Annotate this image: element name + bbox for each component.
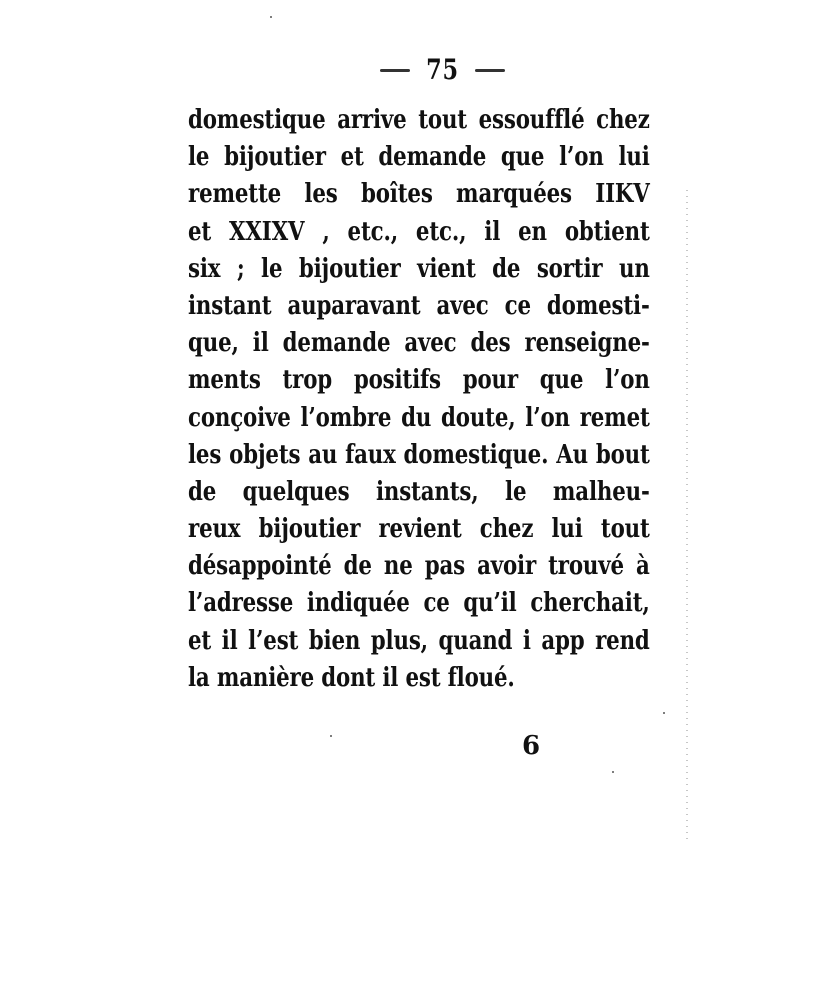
text-line: ments trop positifs pour que l’on bbox=[188, 365, 650, 396]
margin-dots bbox=[686, 190, 688, 840]
text-line: le bijoutier et demande que l’on lui bbox=[188, 142, 650, 173]
text-line: domestique arrive tout essoufflé chez bbox=[188, 105, 650, 135]
ink-speck bbox=[663, 712, 665, 714]
text-line: de quelques instants, le malheu- bbox=[188, 476, 650, 507]
text-line-last: la manière dont il est floué. bbox=[188, 662, 515, 693]
page-header bbox=[370, 52, 515, 88]
text-line: instant auparavant avec ce domesti- bbox=[188, 290, 650, 321]
text-line: remette les boîtes marquées IIKV bbox=[188, 179, 650, 210]
header-dash-right bbox=[475, 69, 505, 72]
text-line: six ; le bijoutier vient de sortir un bbox=[188, 253, 650, 284]
text-line: que, il demande avec des renseigne- bbox=[188, 328, 650, 359]
ink-speck bbox=[270, 16, 272, 18]
text-line: désappointé de ne pas avoir trouvé à bbox=[188, 551, 650, 582]
ink-speck bbox=[330, 735, 332, 737]
text-line: et il l’est bien plus, quand i app rend bbox=[188, 625, 650, 656]
text-line: conçoive l’ombre du doute, l’on remet bbox=[188, 402, 650, 433]
page-number: 75 bbox=[426, 53, 459, 86]
text-line: les objets au faux domestique. Au bout bbox=[188, 439, 650, 470]
signature-mark: 6 bbox=[522, 731, 541, 761]
ink-speck bbox=[612, 771, 614, 773]
text-line: l’adresse indiquée ce qu’il cherchait, bbox=[188, 588, 650, 619]
text-line: reux bijoutier revient chez lui tout bbox=[188, 514, 650, 545]
text-line: et XXIXV , etc., etc., il en obtient bbox=[188, 216, 650, 247]
header-dash-left bbox=[380, 69, 410, 72]
body-text bbox=[188, 102, 650, 697]
